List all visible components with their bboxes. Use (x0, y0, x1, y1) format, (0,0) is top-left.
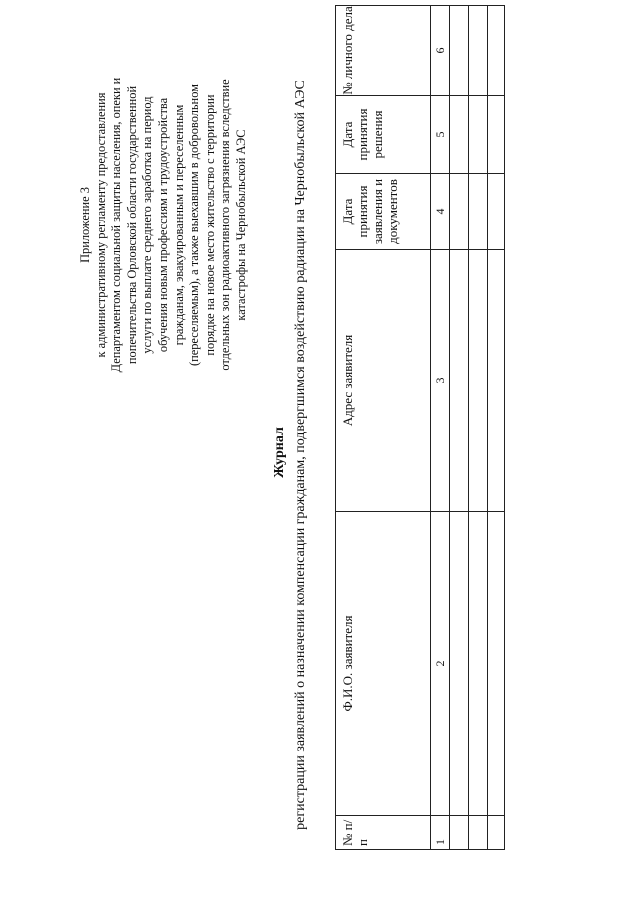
column-header-application-date: Дата принятия заявления и документов (336, 174, 431, 250)
table-cell (488, 174, 505, 250)
table-row (488, 6, 505, 850)
table-cell (450, 250, 469, 512)
column-header-number: № п/п (336, 816, 431, 850)
table-row (450, 6, 469, 850)
table-cell (450, 816, 469, 850)
table-row (469, 6, 488, 850)
appendix-line: попечительства Орловской области государственной (124, 85, 139, 365)
table-cell (488, 96, 505, 174)
column-header-applicant-name: Ф.И.О. заявителя (336, 512, 431, 816)
table-numbering-row (431, 6, 450, 850)
column-header-decision-date: Дата принятия решения (336, 96, 431, 174)
table-cell (469, 6, 488, 96)
column-number: 3 (431, 250, 450, 512)
table-header-row (336, 6, 431, 850)
journal-subtitle: регистрации заявлений о назначении компенсации гражданам, подвергшимся воздействию радиации на Чернобыльской АЭС (293, 80, 308, 830)
appendix-line: Департаментом социальной защиты населения, опеки и (109, 77, 124, 373)
appendix-line: отдельных зон радиоактивного загрязнения вследствие (218, 79, 233, 371)
table-cell (469, 816, 488, 850)
table-cell (488, 512, 505, 816)
column-number: 4 (431, 174, 450, 250)
table-cell (469, 512, 488, 816)
appendix-line: гражданам, эвакуированным и переселенным (171, 104, 186, 346)
table-cell (488, 816, 505, 850)
appendix-header (78, 35, 250, 415)
column-header-applicant-address: Адрес заявителя (336, 250, 431, 512)
column-number: 2 (431, 512, 450, 816)
table-cell (450, 6, 469, 96)
column-number: 6 (431, 6, 450, 96)
appendix-line: обучения новым профессиям и трудоустройства (155, 97, 170, 353)
appendix-line: Приложение 3 (78, 187, 92, 263)
table-cell (450, 512, 469, 816)
column-number: 5 (431, 96, 450, 174)
table-cell (450, 96, 469, 174)
table-cell (488, 6, 505, 96)
table-cell (469, 96, 488, 174)
table-cell (469, 174, 488, 250)
appendix-line: порядке на новое место жительство с территории (202, 94, 217, 356)
table-cell (450, 174, 469, 250)
column-number: 1 (431, 816, 450, 850)
appendix-line: (переселяемым), а также выехавшим в добровольном (187, 84, 202, 367)
appendix-line: катастрофы на Чернобыльской АЭС (233, 129, 248, 321)
column-header-case-number: № личного дела (336, 6, 431, 96)
journal-table (335, 5, 505, 850)
table-cell (469, 250, 488, 512)
table-cell (488, 250, 505, 512)
journal-title: Журнал (272, 427, 287, 478)
appendix-line: к административному регламенту предоставления (93, 92, 108, 358)
appendix-line: услуги по выплате среднего заработка на период (140, 96, 155, 354)
